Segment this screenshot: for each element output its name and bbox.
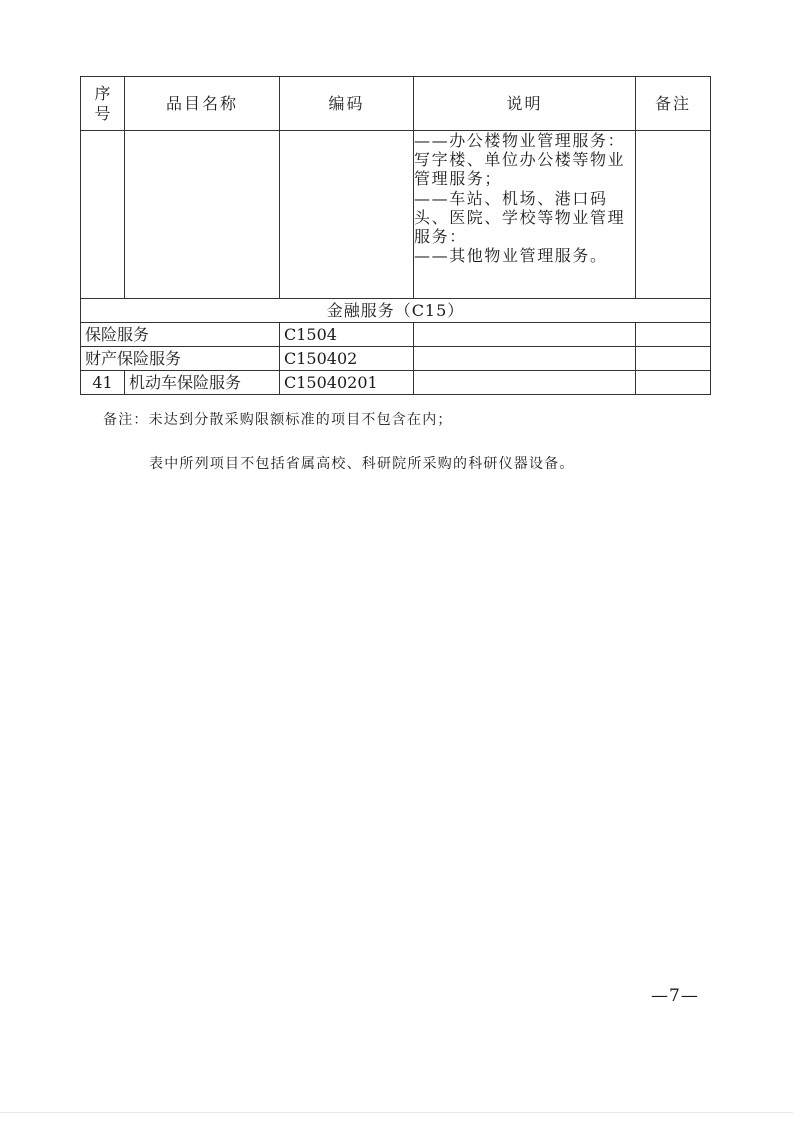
cell-remarks: [636, 347, 711, 371]
cell-remarks: [636, 371, 711, 395]
cell-code: C15040201: [280, 371, 414, 395]
table-header-row: [81, 77, 711, 131]
cell-item-name: 财产保险服务: [81, 347, 280, 371]
table-row: [81, 371, 711, 395]
cell-item-name: 保险服务: [81, 323, 280, 347]
procurement-catalog-table: [80, 76, 711, 395]
footnote-line-1: 备注：未达到分散采购限额标准的项目不包含在内；: [103, 412, 453, 428]
scan-edge-divider: [0, 1112, 793, 1113]
header-remarks: 备注: [636, 77, 711, 131]
section-title: 金融服务（C15）: [81, 299, 711, 323]
cell-item-name: 机动车保险服务: [125, 371, 280, 395]
table-row: [81, 347, 711, 371]
table-row: [81, 323, 711, 347]
header-item-name: 品目名称: [125, 77, 280, 131]
header-code: 编码: [280, 77, 414, 131]
cell-code: C150402: [280, 347, 414, 371]
cell-description: [414, 371, 636, 395]
cell-remarks: [636, 131, 711, 299]
header-seq: 序号: [81, 77, 125, 131]
cell-description: [414, 347, 636, 371]
table-row: [81, 131, 711, 299]
cell-description: [414, 323, 636, 347]
header-description: 说明: [414, 77, 636, 131]
cell-description: ——办公楼物业管理服务：写字楼、单位办公楼等物业管理服务； ——车站、机场、港口码头、医院、学校等物业管理服务： ——其他物业管理服务。: [414, 131, 636, 299]
section-row: [81, 299, 711, 323]
cell-item-name: [125, 131, 280, 299]
page-number: —7—: [651, 986, 699, 1006]
cell-code: [280, 131, 414, 299]
footnote-line-2: 表中所列项目不包括省属高校、科研院所采购的科研仪器设备。: [149, 456, 575, 472]
cell-seq: 41: [81, 371, 125, 395]
cell-code: C1504: [280, 323, 414, 347]
cell-remarks: [636, 323, 711, 347]
cell-seq: [81, 131, 125, 299]
